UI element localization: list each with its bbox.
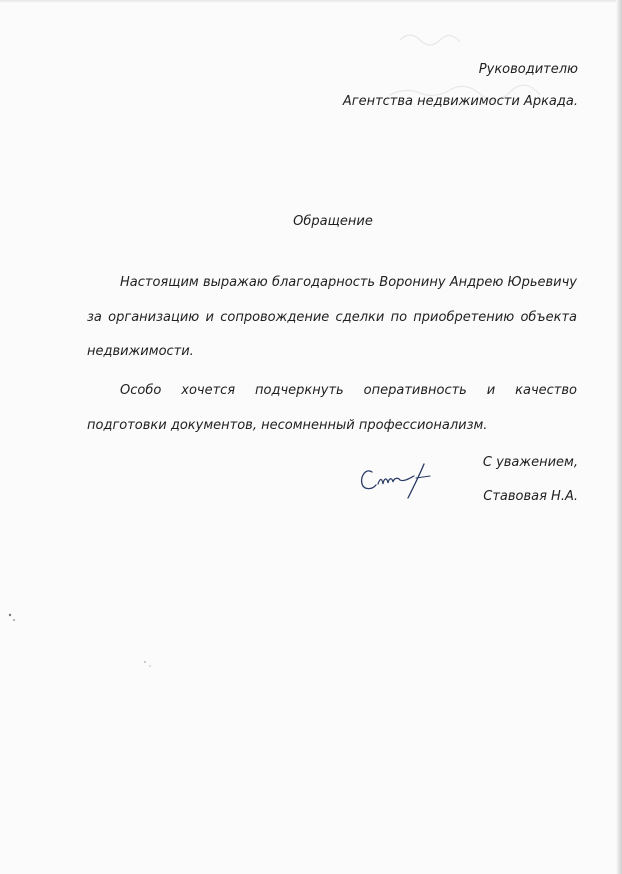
- signer-name: Ставовая Н.А.: [483, 489, 578, 504]
- addressee-organization: Агентства недвижимости Аркада.: [342, 94, 578, 109]
- paragraph-gratitude: Настоящим выражаю благодарность Воронину Андрею Юрьевичу за организацию и сопровождение сделки по приобретению объекта недвижимости.: [87, 275, 577, 359]
- letter-title: Обращение: [293, 214, 373, 229]
- addressee-title: Руководителю: [478, 62, 578, 77]
- paragraph-praise: Особо хочется подчеркнуть оперативность и качество подготовки документов, несомненный профессионализм.: [87, 383, 577, 433]
- closing-regards: С уважением,: [482, 455, 578, 470]
